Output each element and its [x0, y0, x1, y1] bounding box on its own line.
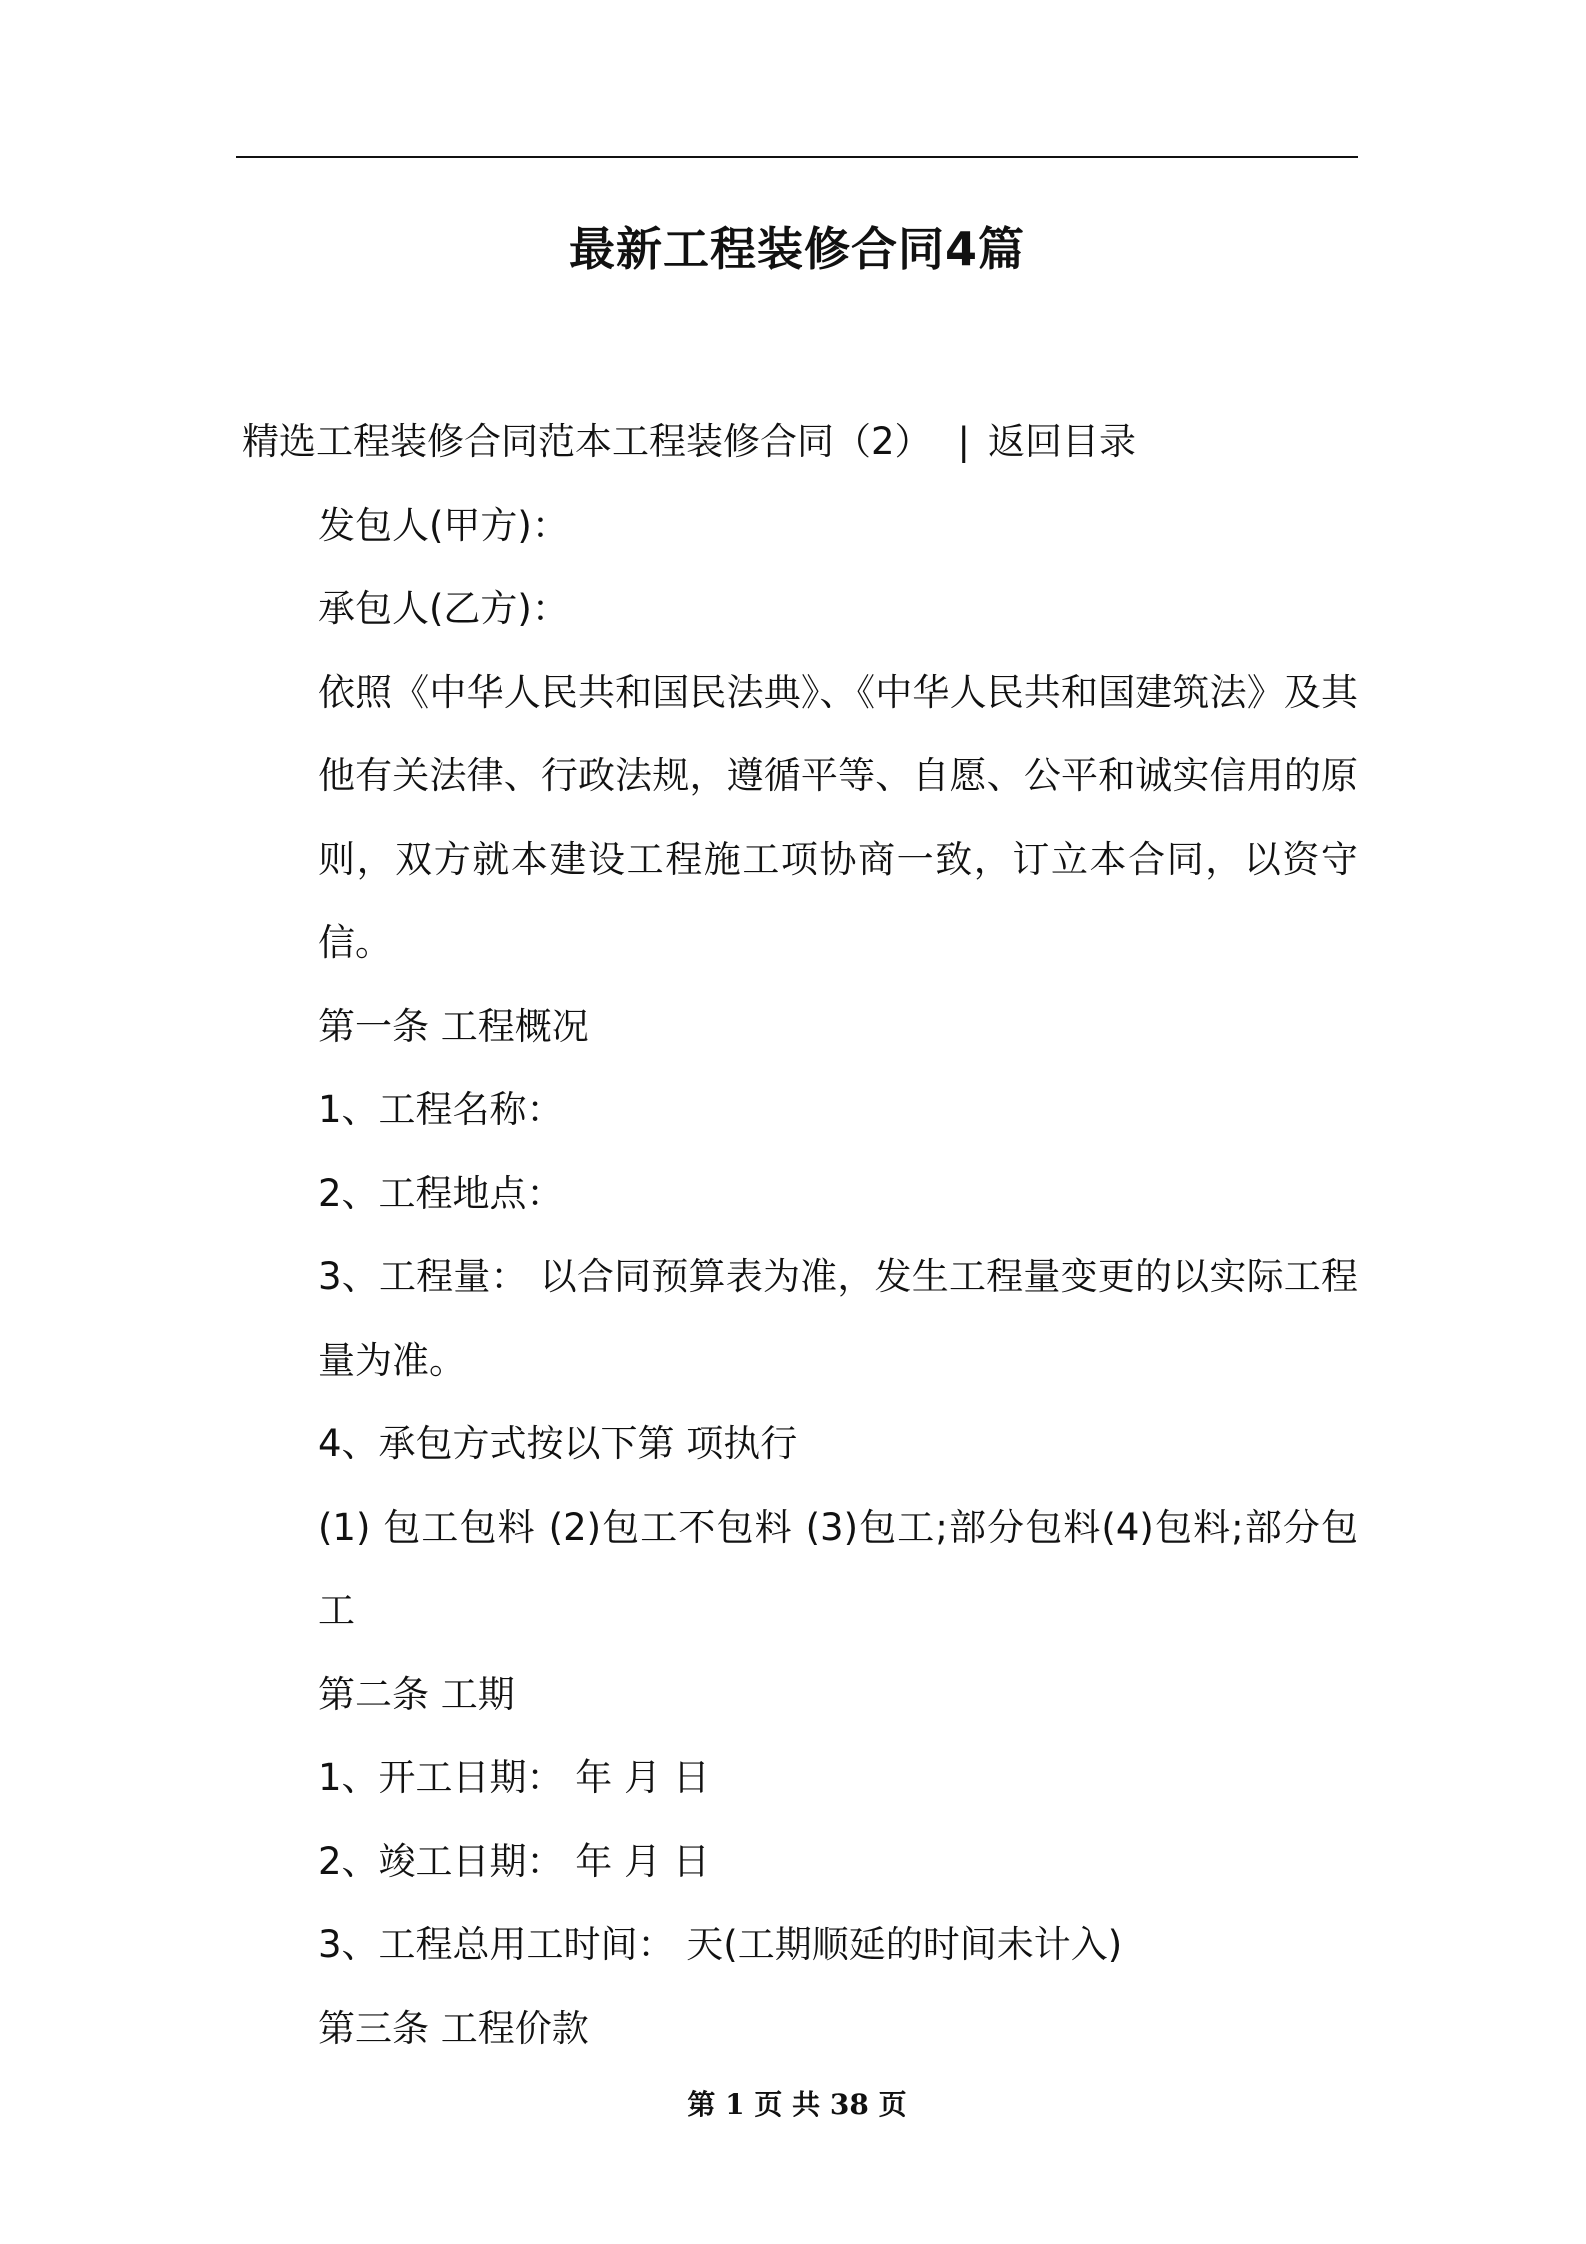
- start-date-line: 1、开工日期： 年 月 日: [318, 1756, 710, 1799]
- article-1-heading: 第一条 工程概况: [318, 1004, 589, 1048]
- completion-date-line: 2、竣工日期： 年 月 日: [318, 1839, 710, 1883]
- section-heading: 精选工程装修合同范本工程装修合同（2）: [242, 420, 932, 463]
- header-rule: [236, 156, 1358, 158]
- heading-separator: |: [957, 420, 971, 463]
- page-footer: [236, 2085, 1358, 2125]
- back-to-toc-link[interactable]: 返回目录: [988, 420, 1137, 463]
- total-work-time-line: 3、工程总用工时间： 天(工期顺延的时间未计入): [318, 1923, 1123, 1966]
- page-number-label: 第 1 页 共 38 页: [687, 2088, 907, 2121]
- document-body: [242, 400, 1358, 2070]
- contract-method-line: 4、承包方式按以下第 项执行: [318, 1422, 798, 1465]
- project-name-line: 1、工程名称：: [318, 1088, 564, 1131]
- article-2-heading: 第二条 工期: [318, 1672, 515, 1716]
- project-quantity-paragraph: 3、工程量： 以合同预算表为准，发生工程量变更的以实际工程量为准。: [318, 1255, 1358, 1382]
- document-title: 最新工程装修合同4篇: [568, 222, 1025, 276]
- party-b-line: 承包人(乙方)：: [318, 587, 569, 630]
- project-location-line: 2、工程地点：: [318, 1171, 564, 1215]
- article-3-heading: 第三条 工程价款: [318, 2006, 589, 2050]
- preamble-paragraph: 依照《中华人民共和国民法典》、《中华人民共和国建筑法》及其他有关法律、行政法规，遵循平等、自愿、公平和诚实信用的原则，双方就本建设工程施工项协商一致，订立本合同，以资守信。: [318, 670, 1358, 964]
- contract-options-paragraph: (1) 包工包料 (2)包工不包料 (3)包工;部分包料(4)包料;部分包工: [318, 1505, 1358, 1632]
- party-a-line: 发包人(甲方)：: [318, 503, 569, 547]
- section-heading-line: [242, 400, 1358, 484]
